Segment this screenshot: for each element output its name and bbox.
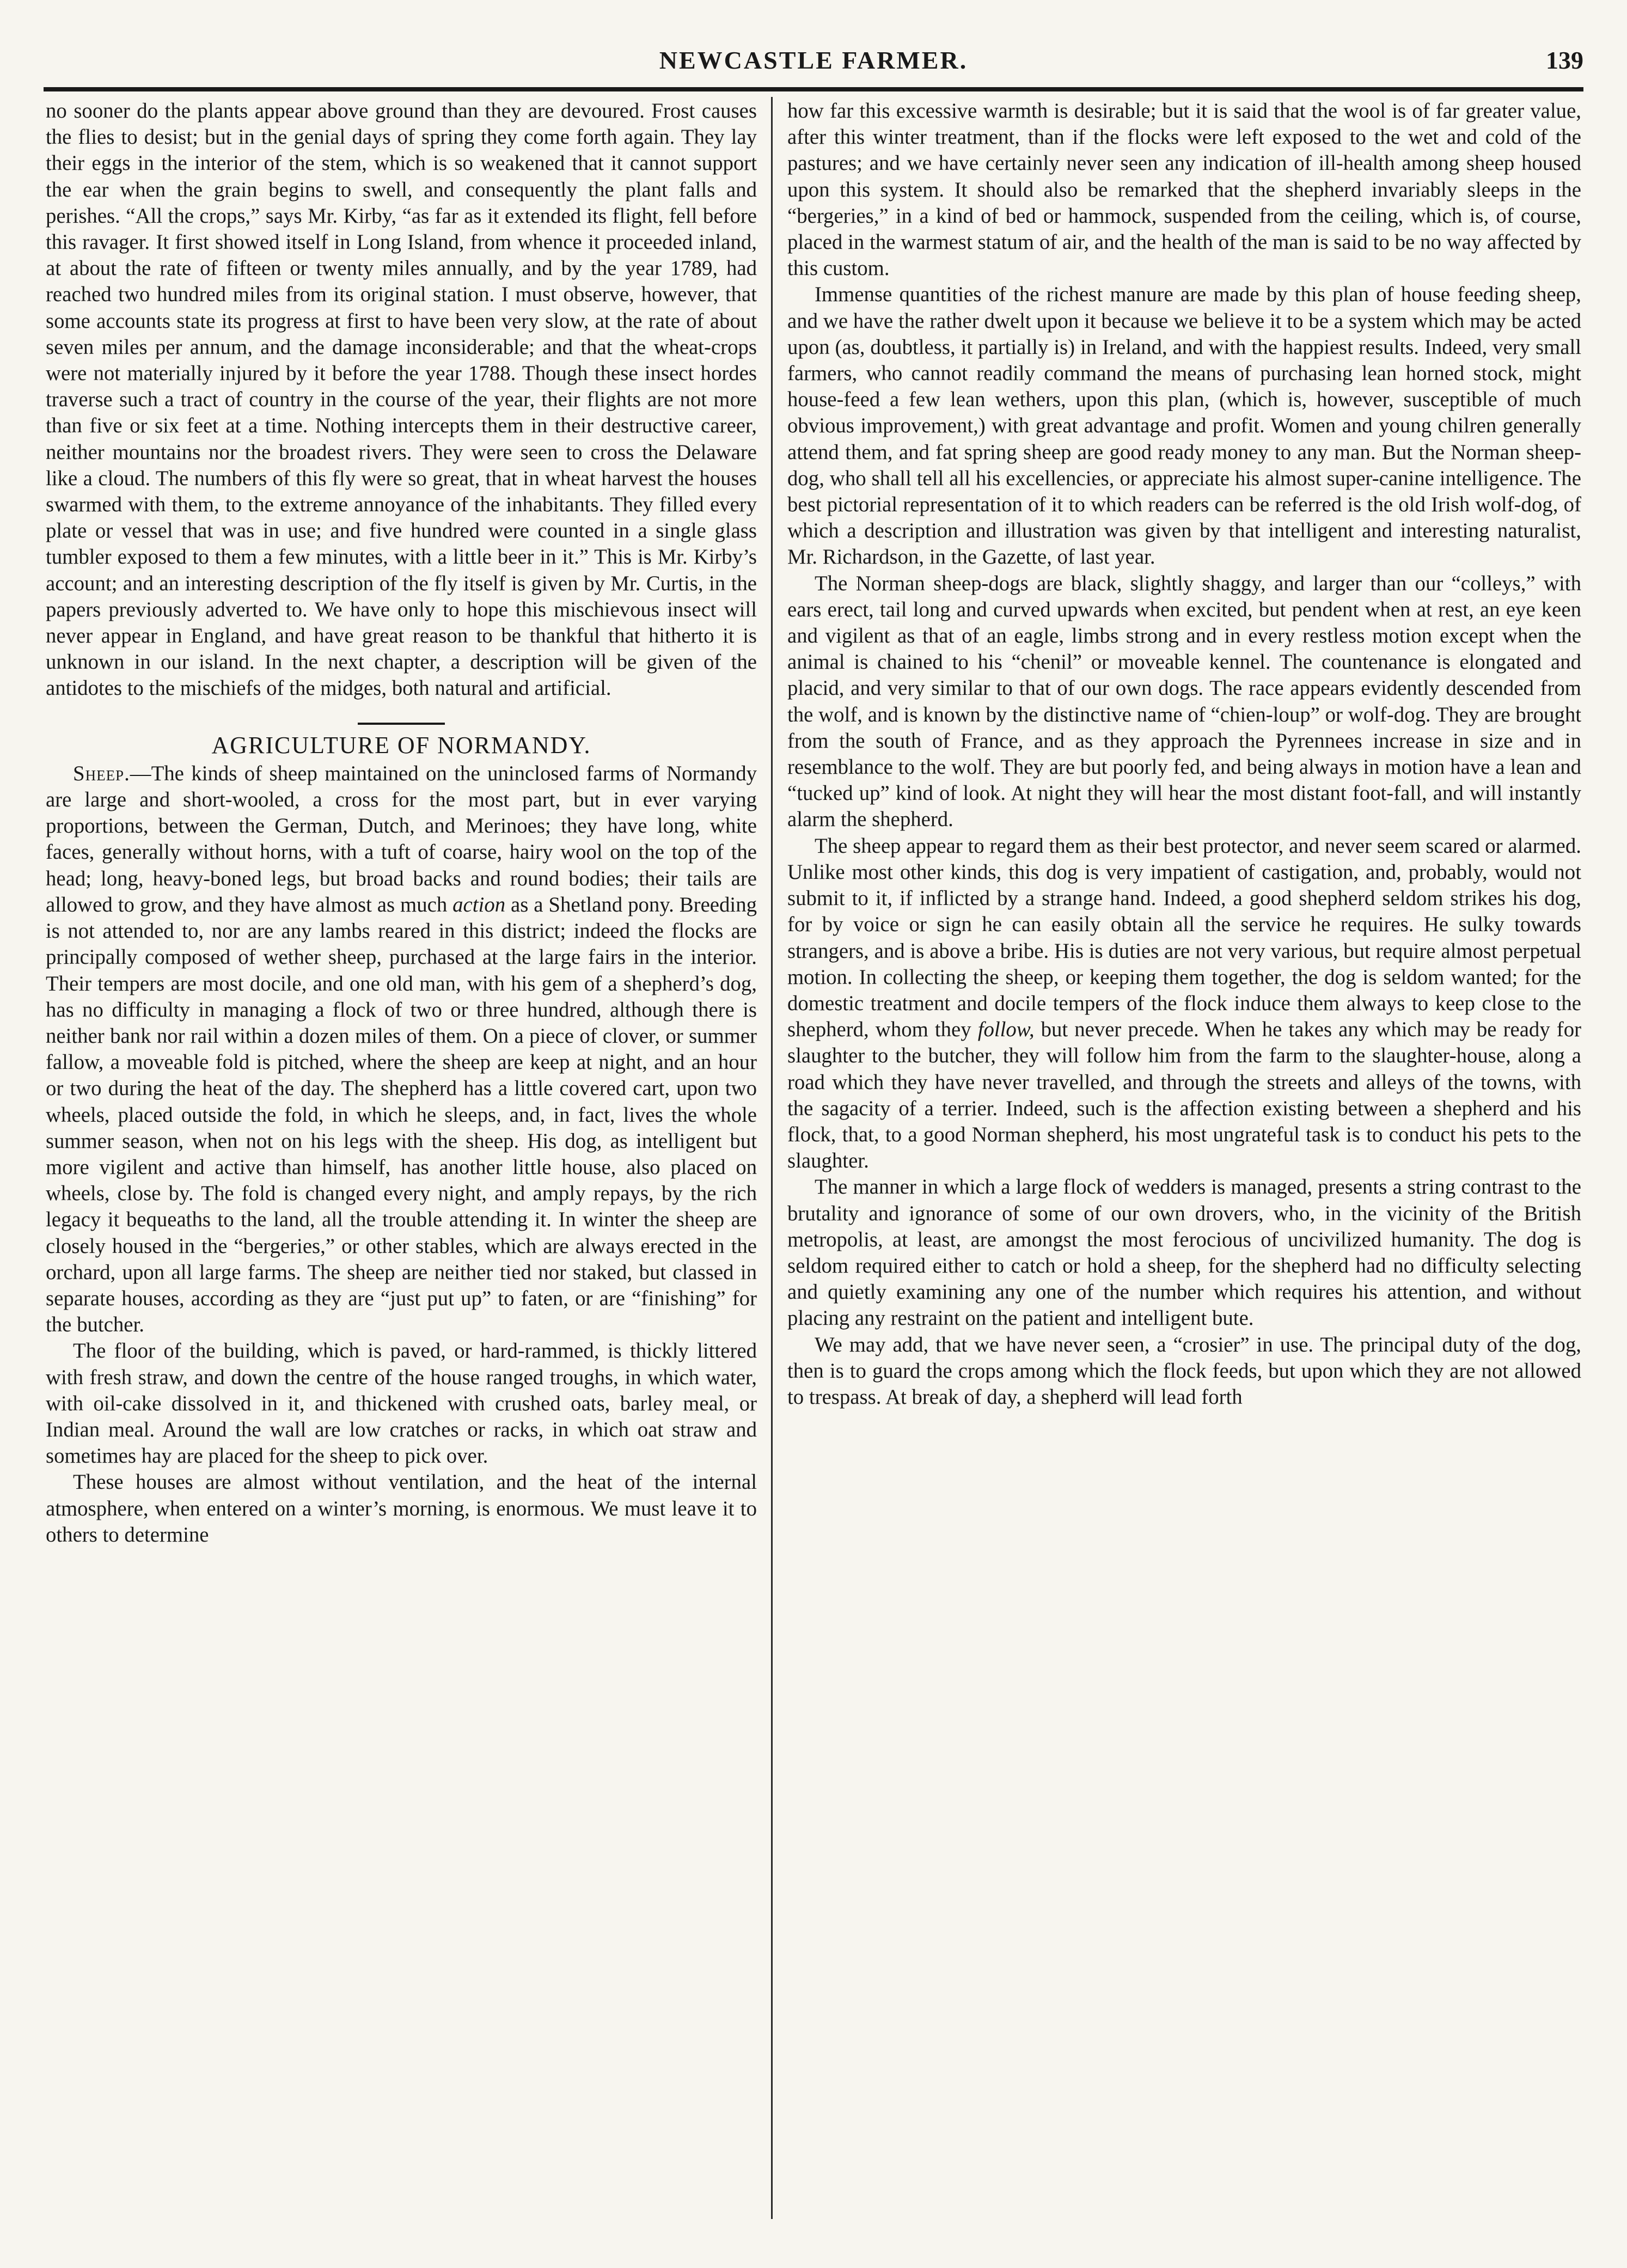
header-rule bbox=[44, 87, 1583, 91]
column-divider bbox=[771, 97, 773, 2219]
page-header bbox=[44, 46, 1583, 82]
left-column bbox=[46, 98, 757, 2222]
right-column bbox=[787, 98, 1581, 2222]
paragraph: Immense quantities of the richest manure are made by this plan of house feeding sheep, and we have the rather dwelt upon it because we believe it to be a system which may be acted upon (as, doubtless, it partially is) in Ireland, and with the happiest results. Indeed, very small farmers, who cannot readily command the means of purchasing lean horned stock, might house-feed a few lean wethers, upon this plan, (which is, however, susceptible of much obvious improvement,) with great advantage and profit. Women and young chilren generally attend them, and fat spring sheep are good ready money to any man. But the Norman sheep-dog, who shall tell all his excellencies, or appreciate his almost super-canine intelligence. The best pictorial representation of it to which readers can be referred is the old Irish wolf-dog, of which a description and illustration was given by that intelligent and interesting naturalist, Mr. Richardson, in the Gazette, of last year. bbox=[787, 283, 1581, 569]
paragraph: These houses are almost without ventilation, and the heat of the internal atmosphere, when entered on a winter’s morning, is enormous. We must leave it to others to determine bbox=[46, 1470, 757, 1546]
paragraph: The manner in which a large flock of wedders is managed, presents a string contrast to the brutality and ignorance of some of our own drovers, who, in the vicinity of the British metropolis, at least, are amongst the most ferocious of uncivilized humanity. The dog is seldom required either to catch or hold a sheep, for the shepherd had no difficulty selecting and quietly examining any one of the number which requires his attention, and without placing any restraint on the patient and intelligent bute. bbox=[787, 1175, 1581, 1330]
paragraph-text: but never precede. When he takes any which may be ready for slaughter to the butcher, they will follow him from the farm to the slaughter-house, along a road which they have never travelled, and through the streets and alleys of the towns, with the sagacity of a terrier. Indeed, such is the affection existing between a shepherd and his flock, that, to a good Norman shepherd, his most ungrateful task is to conduct his pets to the slaughter. bbox=[787, 1018, 1581, 1173]
paragraph-text: as a Shetland pony. Breeding is not attended to, nor are any lambs reared in this district; indeed the flocks are principally composed of wether sheep, purchased at the large fairs in the interior. Their tempers are most docile, and one old man, with his gem of a shepherd’s dog, has no difficulty in managing a flock of two or three hundred, although there is neither bank nor rail within a dozen miles of them. On a piece of clover, or summer fallow, a moveable fold is pitched, where the sheep are keep at night, and an hour or two during the heat of the day. The shepherd has a little covered cart, upon two wheels, placed outside the fold, in which he sleeps, and, in fact, lives the whole summer season, when not on his legs with the sheep. His dog, as intelligent but more vigilent and active than himself, has another little house, also placed on wheels, close by. The fold is changed every night, and amply repays, by the rich legacy it bequeaths to the land, all the trouble attending it. In winter the sheep are closely housed in the “bergeries,” or other stables, which are always erected in the orchard, upon all large farms. The sheep are neither tied nor staked, but classed in separate houses, according as they are “just put up” to faten, or are “finishing” for the butcher. bbox=[46, 892, 757, 1337]
run-in-heading: Sheep. bbox=[73, 761, 130, 785]
paragraph: The Norman sheep-dogs are black, slightly shaggy, and larger than our “colleys,” with ears erect, tail long and curved upwards when excited, but pendent when at rest, an eye keen and vigilent as that of an eagle, limbs strong and in every restless motion except when the animal is chained to his “chenil” or moveable kennel. The countenance is elongated and placid, and very similar to that of our own dogs. The race appears evidently descended from the wolf, and is known by the distinctive name of “chien-loup” or wolf-dog. They are brought from the south of France, and as they approach the Pyrennees increase in size and in resemblance to the wolf. They are but poorly fed, and being always in motion have a lean and “tucked up” kind of look. At night they will hear the most distant foot-fall, and will instantly alarm the shepherd. bbox=[787, 571, 1581, 832]
page-number: 139 bbox=[1546, 46, 1583, 74]
paragraph: The floor of the building, which is paved, or hard-rammed, is thickly littered with fresh straw, and down the centre of the house ranged troughs, in which water, with oil-cake dissolved in it, and thickened with crushed oats, barley meal, or Indian meal. Around the wall are low cratches or racks, in which oat straw and sometimes hay are placed for the sheep to pick over. bbox=[46, 1339, 757, 1468]
paragraph-text: The sheep appear to regard them as their best protector, and never seem scared or alarmed. Unlike most other kinds, this dog is very impatient of castigation, and, probably, would not submit to it, if inflicted by a strange hand. Indeed, a good shepherd seldom strikes his dog, for by voice or sign he can easily obtain all the service he requires. He sulky towards strangers, and is above a bribe. His is duties are not very various, but require almost perpetual motion. In collecting the sheep, or keeping them together, the dog is seldom wanted; for the domestic treatment and docile tempers of the flock induce them always to keep close to the shepherd, whom they bbox=[787, 834, 1581, 1042]
emphasis-text: action bbox=[452, 892, 506, 916]
section-title: AGRICULTURE OF NORMANDY. bbox=[211, 731, 591, 759]
emphasis-text: follow, bbox=[977, 1018, 1035, 1042]
paragraph: how far this excessive warmth is desirable; but it is said that the wool is of far greater value, after this winter treatment, than if the flocks were left exposed to the wet and cold of the pastures; and we have certainly never seen any indication of ill-health among sheep housed upon this system. It should also be remarked that the shepherd invariably sleeps in the “bergeries,” in a kind of bed or hammock, suspended from the ceiling, which is, of course, placed in the warmest statum of air, and the health of the man is said to be no way affected by this custom. bbox=[787, 99, 1581, 280]
section-rule bbox=[358, 723, 445, 725]
paragraph-text: —The kinds of sheep maintained on the uninclosed farms of Normandy are large and short-wooled, a cross for the most part, but in ever varying proportions, between the German, Dutch, and Merinoes; they have long, white faces, generally without horns, with a tuft of coarse, hairy wool on the top of the head; long, heavy-boned legs, but broad backs and round bodies; their tails are allowed to grow, and they have almost as much bbox=[46, 761, 757, 916]
paragraph bbox=[46, 761, 757, 1338]
paragraph: We may add, that we have never seen, a “crosier” in use. The principal duty of the dog, then is to guard the crops among which the flock feeds, but upon which they are not allowed to trespass. At break of day, a shepherd will lead forth bbox=[787, 1332, 1581, 1409]
paragraph bbox=[787, 833, 1581, 1175]
paragraph: no sooner do the plants appear above ground than they are devoured. Frost causes the flies to desist; but in the genial days of spring they come forth again. They lay their eggs in the interior of the stem, which is so weakened that it cannot support the ear when the grain begins to swell, and consequently the plant falls and perishes. “All the crops,” says Mr. Kirby, “as far as it extended its flight, fell before this ravager. It first showed itself in Long Island, from whence it proceeded inland, at about the rate of fifteen or twenty miles annually, and by the year 1789, had reached two hundred miles from its original station. I must observe, however, that some accounts state its progress at first to have been very slow, at the rate of about seven miles per annum, and the damage inconsiderable; and that the wheat-crops were not materially injured by it before the year 1788. Though these insect hordes traverse such a tract of country in the course of the year, their flights are not more than five or six feet at a time. Nothing intercepts them in their destructive career, neither mountains nor the broadest rivers. They were seen to cross the Delaware like a cloud. The numbers of this fly were so great, that in wheat harvest the houses swarmed with them, to the extreme annoyance of the inhabitants. They filled every plate or vessel that was in use; and five hundred were counted in a single glass tumbler exposed to them a few minutes, with a little beer in it.” This is Mr. Kirby’s account; and an interesting description of the fly itself is given by Mr. Curtis, in the papers previously adverted to. We have only to hope this mischievous insect will never appear in England, and have great reason to be thankful that hitherto it is unknown in our island. In the next chapter, a description will be given of the antidotes to the mischiefs of the midges, both natural and artificial. bbox=[46, 99, 757, 700]
running-head: NEWCASTLE FARMER. bbox=[659, 46, 968, 74]
